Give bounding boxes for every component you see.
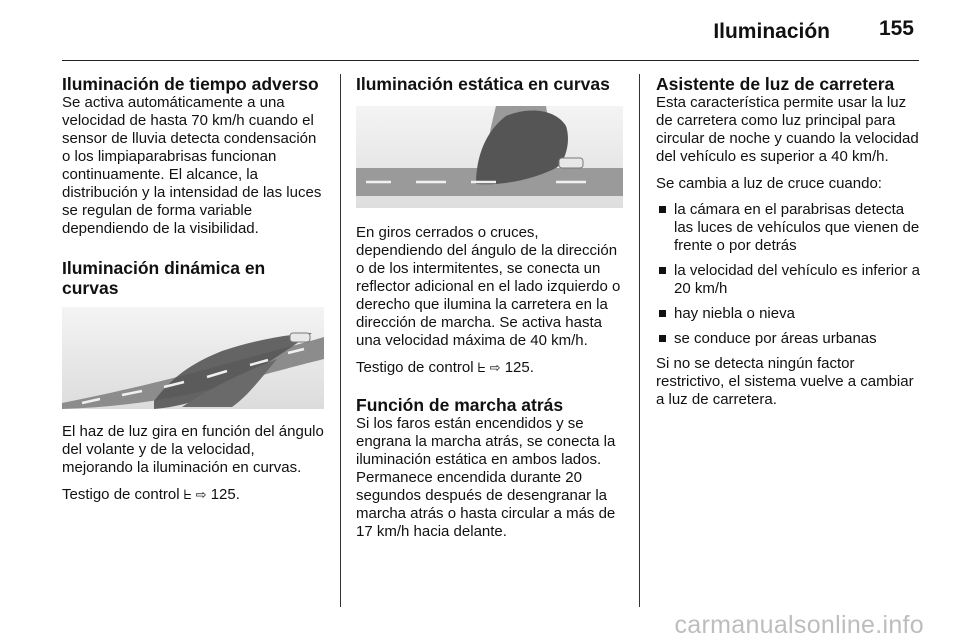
control-indicator-reference <box>356 359 623 377</box>
control-indicator-reference <box>62 486 324 504</box>
dynamic-curve-text: El haz de luz gira en función del ángulo del volante y de la velocidad, mejorando la iluminación en curvas. <box>62 423 324 476</box>
section-heading-high-beam-assist: Asistente de luz de carretera <box>656 74 895 94</box>
right-column <box>656 74 922 409</box>
page-number: 155 <box>878 17 914 40</box>
page-section-title: Iluminación <box>713 20 830 43</box>
section-heading-reverse-function: Función de marcha atrás <box>356 395 564 415</box>
column-divider <box>639 74 640 607</box>
reference-label: Testigo de control <box>356 359 474 376</box>
middle-column <box>356 74 623 541</box>
static-curve-illustration <box>356 106 623 208</box>
low-beam-conditions-list <box>656 201 922 348</box>
section-heading-static-curve: Iluminación estática en curvas <box>356 74 610 94</box>
reference-page: 125. <box>210 486 240 503</box>
section-heading-dynamic-curve: Iluminación dinámica en curvas <box>62 258 266 298</box>
section-heading-adverse-weather: Iluminación de tiempo adverso <box>62 74 319 94</box>
arrow-right-icon: ⇨ <box>489 360 501 375</box>
list-item: se conduce por áreas urbanas <box>656 330 922 348</box>
high-beam-restore-text: Si no se detecta ningún factor restrictivo, el sistema vuelve a cambiar a luz de carretera. <box>656 355 914 408</box>
list-item: la cámara en el parabrisas detecta las luces de vehículos que vienen de frente o por detrás <box>656 201 922 255</box>
high-beam-assist-text: Esta característica permite usar la luz de carretera como luz principal para circular de noche y cuando la velocidad del vehículo es superior a 40 km/h. <box>656 94 919 165</box>
static-curve-text: En giros cerrados o cruces, dependiendo del ángulo de la dirección o de los intermitentes, se conecta un reflector adicional en el lado izquierdo o derecho que ilumina la carretera en la dirección de marcha. Se activa hasta una velocidad máxima de 40 km/h. <box>356 224 621 349</box>
headlight-indicator-icon: ᖶ <box>183 487 192 502</box>
column-divider <box>340 74 341 607</box>
watermark: carmanualsonline.info <box>674 611 924 639</box>
list-item: la velocidad del vehículo es inferior a 20 km/h <box>656 262 922 298</box>
list-item: hay niebla o nieva <box>656 305 922 323</box>
left-column <box>62 74 324 504</box>
header-divider <box>62 60 919 61</box>
reverse-function-text: Si los faros están encendidos y se engrana la marcha atrás, se conecta la iluminación estática en ambos lados. Permanece encendida durante 20 segundos después de desengranar la marcha atrás o hasta circular a más de 17 km/h hacia delante. <box>356 415 616 540</box>
reference-label: Testigo de control <box>62 486 180 503</box>
low-beam-conditions-intro: Se cambia a luz de cruce cuando: <box>656 175 882 192</box>
reference-page: 125. <box>504 359 534 376</box>
adverse-weather-text: Se activa automáticamente a una velocidad de hasta 70 km/h cuando el sensor de lluvia detecta condensación o los limpiaparabrisas funcionan continuamente. El alcance, la distribución y la intensidad de las luces se regulan de forma variable dependiendo de la visibilidad. <box>62 94 322 237</box>
arrow-right-icon: ⇨ <box>195 487 207 502</box>
dynamic-curve-illustration <box>62 307 324 409</box>
headlight-indicator-icon: ᖶ <box>477 360 486 375</box>
